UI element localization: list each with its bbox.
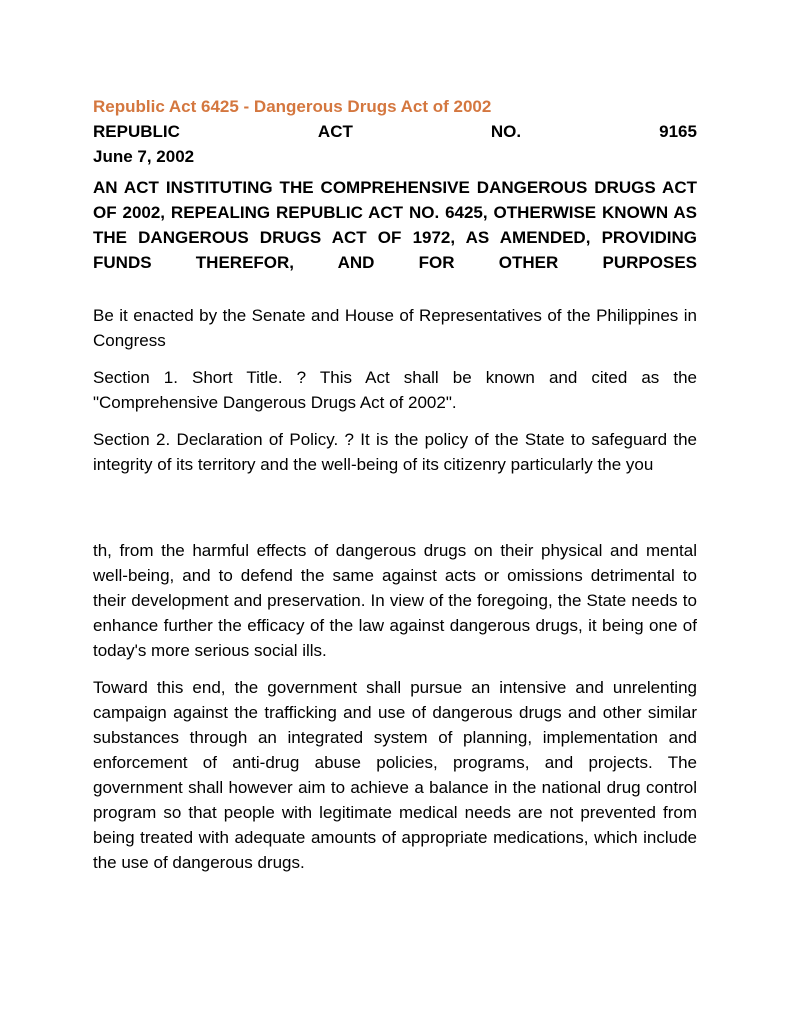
- document-page: [93, 94, 697, 875]
- act-number-word: REPUBLIC: [93, 122, 180, 141]
- act-number-word: 9165: [659, 122, 697, 141]
- section-2-continuation: th, from the harmful effects of dangerous drugs on their physical and mental well-being, and to defend the same against acts or omissions detrimental to their development and preservation. In view of the foregoing, the State needs to enhance further the efficacy of the law against dangerous drugs, it being one of today's more serious social ills.: [93, 541, 697, 660]
- act-date: June 7, 2002: [93, 147, 195, 166]
- act-number-word: ACT: [317, 122, 353, 141]
- enacting-clause: Be it enacted by the Senate and House of Representatives of the Philippines in Congress: [93, 306, 697, 350]
- act-heading: AN ACT INSTITUTING THE COMPREHENSIVE DANGEROUS DRUGS ACT OF 2002, REPEALING REPUBLIC ACT NO. 6425, OTHERWISE KNOWN AS THE DANGEROUS DRUGS ACT OF 1972, AS AMENDED, PROVIDING FUNDS THEREFOR, AND FOR OTHER PURPOSES: [93, 178, 697, 272]
- section-1-paragraph: Section 1. Short Title. ? This Act shall be known and cited as the "Comprehensive Dangerous Drugs Act of 2002".: [93, 368, 697, 412]
- section-2-toward-paragraph: Toward this end, the government shall pursue an intensive and unrelenting campaign against the trafficking and use of dangerous drugs and other similar substances through an integrated system of planning, implementation and enforcement of anti-drug abuse policies, programs, and projects. The government shall however aim to achieve a balance in the national drug control program so that people with legitimate medical needs are not prevented from being treated with adequate amounts of appropriate medications, which include the use of dangerous drugs.: [93, 678, 697, 872]
- section-2-paragraph: Section 2. Declaration of Policy. ? It is the policy of the State to safeguard the integrity of its territory and the well-being of its citizenry particularly the you: [93, 430, 697, 474]
- document-title-link[interactable]: Republic Act 6425 - Dangerous Drugs Act of 2002: [93, 97, 492, 116]
- act-number-line: [93, 119, 697, 144]
- act-number-word: NO.: [490, 122, 522, 141]
